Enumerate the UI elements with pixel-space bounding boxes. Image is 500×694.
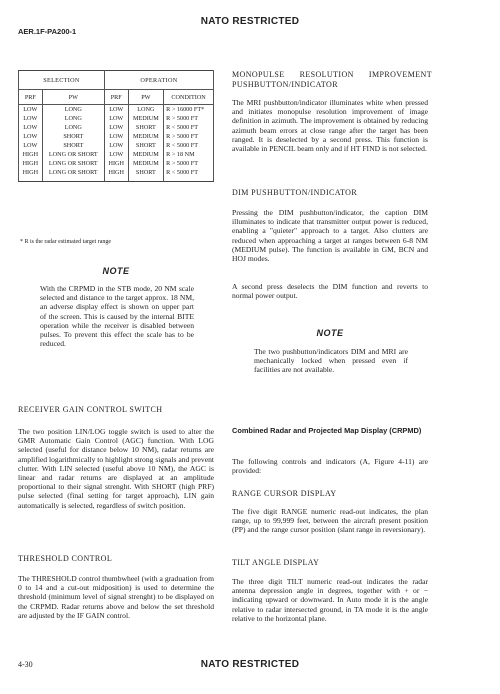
- table-cell: SHORT: [128, 168, 164, 182]
- footer-classification: NATO RESTRICTED: [200, 659, 300, 670]
- table-column-header: CONDITION: [164, 90, 214, 105]
- table-cell: LONG: [42, 114, 104, 123]
- table-cell: LONG OR SHORT: [42, 168, 104, 182]
- table-cell: LOW: [104, 114, 128, 123]
- table-cell: R > 16000 FT*: [164, 105, 214, 115]
- dim-text-1: Pressing the DIM pushbutton/indicator, the caption DIM illuminates to indicate that transmitter output power is reduced, enabling a "quieter" approach to a target. Also clutters are reduced when approaching a target at ranges between 6-8 NM (MEDIUM pulse). The function is available in GM, BCN and HOJ modes.: [232, 208, 428, 264]
- monopulse-heading: MONOPULSE RESOLUTION IMPROVEMENT PUSHBUTTON/INDICATOR: [232, 70, 432, 89]
- table-column-header: PRF: [104, 90, 128, 105]
- table-row: [19, 123, 214, 132]
- dim-heading: DIM PUSHBUTTON/INDICATOR: [232, 188, 358, 197]
- threshold-text: The THRESHOLD control thumbwheel (with a graduation from 0 to 14 and a cut-out midposition) is used to determine the threshold (minimum level of signal strenght) to be displayed on the CRPMD. Radar returns above and below the set threshold are adjusted by the IF GAIN control.: [18, 574, 214, 620]
- table-cell: R < 5000 FT: [164, 141, 214, 150]
- tilt-angle-heading: TILT ANGLE DISPLAY: [232, 558, 320, 567]
- monopulse-text: The MRI pushbutton/indicator illuminates white when pressed and initiates monopulse resolution improvement of image definition in azimuth. The improvement is obtained by reducing azimuth beam errors at close range after the target has been ranged. It is deselected by a second press. This function is available in PENCIL beam only and if HT FIND is not selected.: [232, 98, 428, 154]
- crpmd-text: The following controls and indicators (A, Figure 4-11) are provided:: [232, 457, 428, 476]
- table-cell: HIGH: [104, 168, 128, 182]
- table-row: [19, 159, 214, 168]
- table-cell: LOW: [104, 141, 128, 150]
- dim-text-2: A second press deselects the DIM function and reverts to normal power output.: [232, 282, 428, 301]
- range-cursor-text: The five digit RANGE numeric read-out indicates, the plan range, up to 99,999 feet, between the aircraft present position (PP) and the range cursor position (slant range in reversionary).: [232, 507, 428, 535]
- table-row: [19, 150, 214, 159]
- table-cell: LONG: [128, 105, 164, 115]
- table-cell: LOW: [19, 132, 43, 141]
- note-1-title: NOTE: [102, 266, 130, 276]
- table-group-selection: SELECTION: [19, 71, 105, 90]
- tilt-angle-text: The three digit TILT numeric read-out indicates the radar antenna depression angle in degrees, together with + or − indicating upward or downward. In Auto mode it is the angle relative to radar intersected ground, in TA mode it is the angle relative to the horizontal plane.: [232, 577, 428, 623]
- table-column-header: PRF: [19, 90, 43, 105]
- table-cell: R < 5000 FT: [164, 123, 214, 132]
- table-cell: LOW: [19, 123, 43, 132]
- table-cell: SHORT: [42, 132, 104, 141]
- table-cell: LOW: [104, 123, 128, 132]
- table-row: [19, 114, 214, 123]
- table-row: [19, 168, 214, 182]
- table-cell: LOW: [19, 105, 43, 115]
- table-cell: LONG OR SHORT: [42, 159, 104, 168]
- table-row: [19, 105, 214, 115]
- table-cell: SHORT: [42, 141, 104, 150]
- receiver-gain-text: The two position LIN/LOG toggle switch is used to alter the GMR Automatic Gain Control (AGC) function. With LOG selected (useful for distance below 10 NM), radar returns are amplified logarithmically to highlight strong signals and prevent clutter. With LIN selected (useful above 10 NM), the AGC is linear and radar returns are displayed at an amplitude proportional to their signal strenght. With SHORT (high PRF) pulse selected (final setting for target approach), LIN gain automatically is selected, regardless of switch position.: [18, 427, 214, 510]
- header-classification: NATO RESTRICTED: [200, 16, 300, 27]
- table-cell: HIGH: [19, 159, 43, 168]
- table-cell: MEDIUM: [128, 150, 164, 159]
- table-cell: R > 18 NM: [164, 150, 214, 159]
- table-group-operation: OPERATION: [104, 71, 213, 90]
- table-cell: LONG: [42, 123, 104, 132]
- table-cell: SHORT: [128, 141, 164, 150]
- table-cell: LOW: [104, 105, 128, 115]
- table-cell: LOW: [19, 114, 43, 123]
- document-id: AER.1F-PA200-1: [18, 27, 77, 36]
- table-cell: LOW: [19, 141, 43, 150]
- table-cell: R < 5000 FT: [164, 168, 214, 182]
- note-2-title: NOTE: [316, 328, 344, 338]
- table-cell: HIGH: [19, 168, 43, 182]
- table-column-header: PW: [42, 90, 104, 105]
- table-column-header: PW: [128, 90, 164, 105]
- table-row: [19, 132, 214, 141]
- table-cell: LOW: [104, 150, 128, 159]
- table-footnote: * R is the radar estimated target range: [20, 239, 112, 245]
- table-cell: MEDIUM: [128, 159, 164, 168]
- prf-pw-selection-table: [18, 70, 214, 182]
- table-cell: MEDIUM: [128, 132, 164, 141]
- table-cell: R > 5000 FT: [164, 132, 214, 141]
- table-cell: SHORT: [128, 123, 164, 132]
- table-cell: HIGH: [104, 159, 128, 168]
- table-cell: HIGH: [19, 150, 43, 159]
- threshold-heading: THRESHOLD CONTROL: [18, 554, 113, 563]
- table-cell: LONG: [42, 105, 104, 115]
- table-cell: R > 5000 FT: [164, 159, 214, 168]
- table-row: [19, 141, 214, 150]
- table-cell: LOW: [104, 132, 128, 141]
- note-1-text: With the CRPMD in the STB mode, 20 NM scale selected and distance to the target approx. 18 NM, an adverse display effect is shown on upper part of the screen. This is caused by the internal BITE operation while the receiver is disabled between pulses. To prevent this effect the scale has to be reduced.: [40, 284, 194, 349]
- table-cell: R > 5000 FT: [164, 114, 214, 123]
- note-2-text: The two pushbutton/indicators DIM and MRI are mechanically locked when pressed even if facilities are not available.: [254, 347, 408, 375]
- table-cell: MEDIUM: [128, 114, 164, 123]
- table-cell: LONG OR SHORT: [42, 150, 104, 159]
- receiver-gain-heading: RECEIVER GAIN CONTROL SWITCH: [18, 405, 163, 414]
- crpmd-heading: Combined Radar and Projected Map Display (CRPMD): [232, 426, 422, 435]
- range-cursor-heading: RANGE CURSOR DISPLAY: [232, 489, 337, 498]
- page-number: 4-30: [18, 660, 33, 669]
